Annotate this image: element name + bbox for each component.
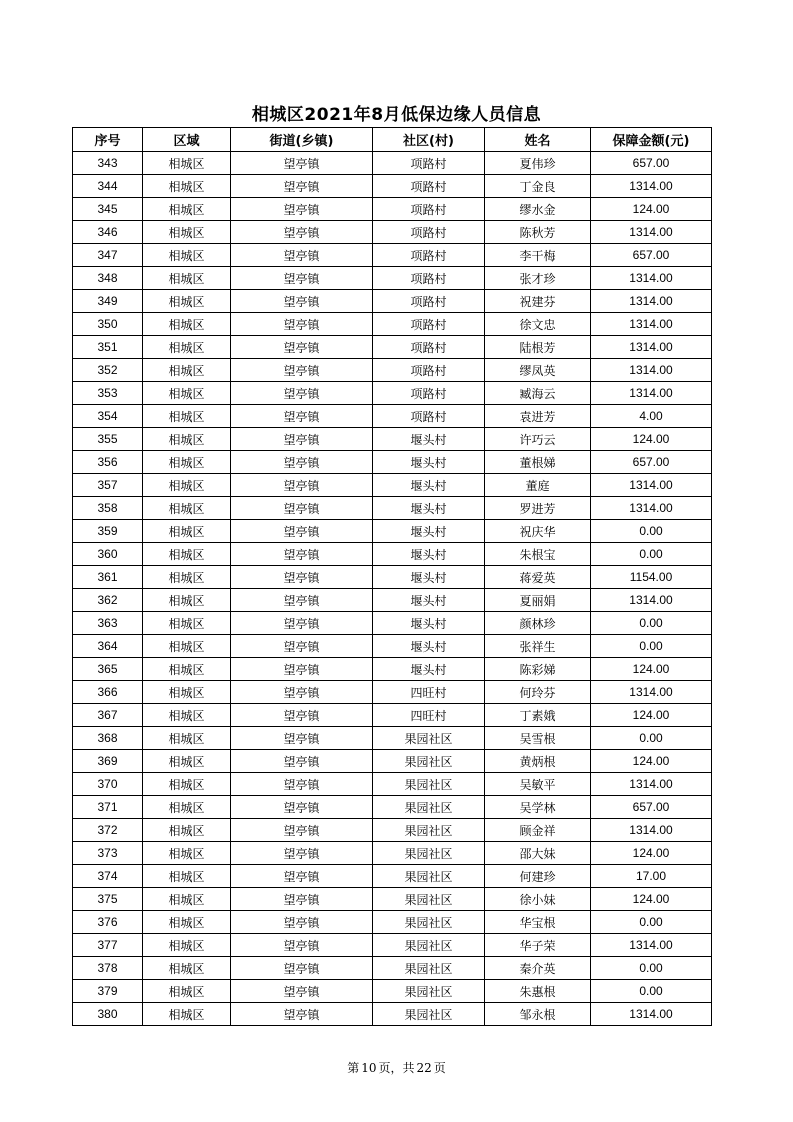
cell-district: 相城区 bbox=[143, 267, 231, 290]
cell-name: 华子荣 bbox=[485, 934, 591, 957]
cell-community: 四旺村 bbox=[373, 681, 485, 704]
cell-district: 相城区 bbox=[143, 520, 231, 543]
cell-amount: 1314.00 bbox=[591, 290, 712, 313]
table-row bbox=[73, 336, 712, 359]
table-header-row bbox=[73, 128, 712, 152]
cell-name: 李干梅 bbox=[485, 244, 591, 267]
cell-index: 379 bbox=[73, 980, 143, 1003]
cell-street: 望亭镇 bbox=[231, 267, 373, 290]
cell-district: 相城区 bbox=[143, 451, 231, 474]
cell-amount: 657.00 bbox=[591, 244, 712, 267]
cell-index: 350 bbox=[73, 313, 143, 336]
cell-index: 353 bbox=[73, 382, 143, 405]
cell-index: 364 bbox=[73, 635, 143, 658]
cell-street: 望亭镇 bbox=[231, 382, 373, 405]
table-row bbox=[73, 198, 712, 221]
cell-amount: 1314.00 bbox=[591, 474, 712, 497]
cell-district: 相城区 bbox=[143, 428, 231, 451]
table-row bbox=[73, 635, 712, 658]
footer-page-number: 10 bbox=[361, 1061, 377, 1075]
cell-amount: 1314.00 bbox=[591, 497, 712, 520]
cell-street: 望亭镇 bbox=[231, 359, 373, 382]
cell-name: 张才珍 bbox=[485, 267, 591, 290]
cell-community: 堰头村 bbox=[373, 474, 485, 497]
cell-district: 相城区 bbox=[143, 704, 231, 727]
footer-prefix: 第 bbox=[347, 1061, 360, 1075]
cell-street: 望亭镇 bbox=[231, 681, 373, 704]
cell-index: 368 bbox=[73, 727, 143, 750]
table-row bbox=[73, 221, 712, 244]
table-row bbox=[73, 888, 712, 911]
cell-index: 343 bbox=[73, 152, 143, 175]
table-row bbox=[73, 750, 712, 773]
cell-street: 望亭镇 bbox=[231, 888, 373, 911]
cell-amount: 1314.00 bbox=[591, 819, 712, 842]
cell-community: 果园社区 bbox=[373, 842, 485, 865]
cell-name: 吴雪根 bbox=[485, 727, 591, 750]
table-row bbox=[73, 1003, 712, 1026]
cell-street: 望亭镇 bbox=[231, 520, 373, 543]
cell-index: 354 bbox=[73, 405, 143, 428]
cell-name: 夏伟珍 bbox=[485, 152, 591, 175]
cell-name: 罗进芳 bbox=[485, 497, 591, 520]
table-row bbox=[73, 359, 712, 382]
cell-name: 丁素娥 bbox=[485, 704, 591, 727]
table-row bbox=[73, 451, 712, 474]
table-row bbox=[73, 819, 712, 842]
cell-amount: 0.00 bbox=[591, 612, 712, 635]
cell-community: 果园社区 bbox=[373, 773, 485, 796]
cell-street: 望亭镇 bbox=[231, 313, 373, 336]
cell-community: 堰头村 bbox=[373, 543, 485, 566]
cell-index: 376 bbox=[73, 911, 143, 934]
table-body bbox=[73, 152, 712, 1026]
cell-street: 望亭镇 bbox=[231, 934, 373, 957]
cell-name: 丁金良 bbox=[485, 175, 591, 198]
cell-street: 望亭镇 bbox=[231, 980, 373, 1003]
cell-amount: 124.00 bbox=[591, 888, 712, 911]
cell-community: 项路村 bbox=[373, 244, 485, 267]
cell-amount: 657.00 bbox=[591, 796, 712, 819]
table-row bbox=[73, 612, 712, 635]
cell-street: 望亭镇 bbox=[231, 543, 373, 566]
cell-index: 361 bbox=[73, 566, 143, 589]
table-row bbox=[73, 267, 712, 290]
table-row bbox=[73, 796, 712, 819]
table-row bbox=[73, 704, 712, 727]
cell-name: 顾金祥 bbox=[485, 819, 591, 842]
cell-street: 望亭镇 bbox=[231, 497, 373, 520]
table-row bbox=[73, 773, 712, 796]
cell-community: 果园社区 bbox=[373, 727, 485, 750]
cell-index: 356 bbox=[73, 451, 143, 474]
cell-name: 缪水金 bbox=[485, 198, 591, 221]
cell-amount: 0.00 bbox=[591, 635, 712, 658]
table-row bbox=[73, 865, 712, 888]
cell-index: 352 bbox=[73, 359, 143, 382]
cell-street: 望亭镇 bbox=[231, 704, 373, 727]
cell-street: 望亭镇 bbox=[231, 819, 373, 842]
cell-community: 项路村 bbox=[373, 198, 485, 221]
cell-name: 臧海云 bbox=[485, 382, 591, 405]
cell-district: 相城区 bbox=[143, 888, 231, 911]
roster-table bbox=[72, 127, 712, 1026]
cell-amount: 1314.00 bbox=[591, 336, 712, 359]
cell-street: 望亭镇 bbox=[231, 957, 373, 980]
cell-community: 项路村 bbox=[373, 313, 485, 336]
cell-name: 邵大妹 bbox=[485, 842, 591, 865]
cell-street: 望亭镇 bbox=[231, 244, 373, 267]
cell-street: 望亭镇 bbox=[231, 842, 373, 865]
cell-district: 相城区 bbox=[143, 244, 231, 267]
cell-community: 堰头村 bbox=[373, 635, 485, 658]
cell-district: 相城区 bbox=[143, 175, 231, 198]
cell-amount: 0.00 bbox=[591, 911, 712, 934]
column-header-district: 区域 bbox=[143, 128, 231, 152]
cell-name: 何建珍 bbox=[485, 865, 591, 888]
cell-amount: 1314.00 bbox=[591, 934, 712, 957]
table-row bbox=[73, 727, 712, 750]
cell-name: 吴学林 bbox=[485, 796, 591, 819]
cell-index: 373 bbox=[73, 842, 143, 865]
cell-amount: 0.00 bbox=[591, 957, 712, 980]
cell-district: 相城区 bbox=[143, 842, 231, 865]
cell-street: 望亭镇 bbox=[231, 175, 373, 198]
cell-name: 颜林珍 bbox=[485, 612, 591, 635]
cell-name: 华宝根 bbox=[485, 911, 591, 934]
cell-name: 蒋爱英 bbox=[485, 566, 591, 589]
table-row bbox=[73, 497, 712, 520]
cell-street: 望亭镇 bbox=[231, 474, 373, 497]
cell-community: 果园社区 bbox=[373, 865, 485, 888]
cell-community: 果园社区 bbox=[373, 796, 485, 819]
cell-name: 缪凤英 bbox=[485, 359, 591, 382]
cell-district: 相城区 bbox=[143, 543, 231, 566]
cell-index: 359 bbox=[73, 520, 143, 543]
cell-index: 351 bbox=[73, 336, 143, 359]
cell-index: 365 bbox=[73, 658, 143, 681]
cell-name: 陈秋芳 bbox=[485, 221, 591, 244]
cell-street: 望亭镇 bbox=[231, 589, 373, 612]
cell-community: 四旺村 bbox=[373, 704, 485, 727]
cell-amount: 4.00 bbox=[591, 405, 712, 428]
cell-amount: 124.00 bbox=[591, 428, 712, 451]
cell-street: 望亭镇 bbox=[231, 865, 373, 888]
cell-district: 相城区 bbox=[143, 865, 231, 888]
cell-amount: 124.00 bbox=[591, 842, 712, 865]
cell-community: 堰头村 bbox=[373, 658, 485, 681]
cell-name: 董根娣 bbox=[485, 451, 591, 474]
cell-name: 邹永根 bbox=[485, 1003, 591, 1026]
table-row bbox=[73, 244, 712, 267]
cell-name: 黄炳根 bbox=[485, 750, 591, 773]
table-row bbox=[73, 382, 712, 405]
cell-amount: 124.00 bbox=[591, 704, 712, 727]
cell-district: 相城区 bbox=[143, 911, 231, 934]
cell-district: 相城区 bbox=[143, 221, 231, 244]
cell-name: 朱惠根 bbox=[485, 980, 591, 1003]
cell-index: 371 bbox=[73, 796, 143, 819]
cell-community: 项路村 bbox=[373, 221, 485, 244]
column-header-index: 序号 bbox=[73, 128, 143, 152]
table-row bbox=[73, 313, 712, 336]
cell-district: 相城区 bbox=[143, 589, 231, 612]
cell-index: 369 bbox=[73, 750, 143, 773]
cell-name: 陈彩娣 bbox=[485, 658, 591, 681]
cell-name: 秦介英 bbox=[485, 957, 591, 980]
cell-name: 张祥生 bbox=[485, 635, 591, 658]
cell-index: 362 bbox=[73, 589, 143, 612]
cell-district: 相城区 bbox=[143, 313, 231, 336]
cell-index: 348 bbox=[73, 267, 143, 290]
cell-district: 相城区 bbox=[143, 957, 231, 980]
cell-name: 董庭 bbox=[485, 474, 591, 497]
cell-index: 367 bbox=[73, 704, 143, 727]
cell-district: 相城区 bbox=[143, 658, 231, 681]
cell-community: 项路村 bbox=[373, 152, 485, 175]
cell-index: 375 bbox=[73, 888, 143, 911]
cell-name: 吴敏平 bbox=[485, 773, 591, 796]
cell-name: 许巧云 bbox=[485, 428, 591, 451]
cell-amount: 1314.00 bbox=[591, 267, 712, 290]
table-row bbox=[73, 290, 712, 313]
cell-index: 363 bbox=[73, 612, 143, 635]
cell-amount: 657.00 bbox=[591, 152, 712, 175]
cell-street: 望亭镇 bbox=[231, 405, 373, 428]
cell-amount: 1314.00 bbox=[591, 382, 712, 405]
footer-suffix: 页 bbox=[433, 1061, 446, 1075]
cell-community: 堰头村 bbox=[373, 612, 485, 635]
cell-community: 果园社区 bbox=[373, 980, 485, 1003]
cell-community: 项路村 bbox=[373, 290, 485, 313]
cell-street: 望亭镇 bbox=[231, 221, 373, 244]
cell-name: 徐文忠 bbox=[485, 313, 591, 336]
cell-district: 相城区 bbox=[143, 796, 231, 819]
column-header-street: 街道(乡镇) bbox=[231, 128, 373, 152]
cell-index: 345 bbox=[73, 198, 143, 221]
cell-district: 相城区 bbox=[143, 750, 231, 773]
cell-street: 望亭镇 bbox=[231, 451, 373, 474]
cell-name: 何玲芬 bbox=[485, 681, 591, 704]
cell-index: 377 bbox=[73, 934, 143, 957]
cell-community: 项路村 bbox=[373, 175, 485, 198]
cell-street: 望亭镇 bbox=[231, 428, 373, 451]
page-footer bbox=[0, 1059, 793, 1076]
cell-community: 堰头村 bbox=[373, 566, 485, 589]
cell-amount: 1314.00 bbox=[591, 773, 712, 796]
cell-district: 相城区 bbox=[143, 819, 231, 842]
cell-name: 徐小妹 bbox=[485, 888, 591, 911]
table-row bbox=[73, 681, 712, 704]
cell-name: 祝建芬 bbox=[485, 290, 591, 313]
cell-community: 果园社区 bbox=[373, 750, 485, 773]
cell-community: 果园社区 bbox=[373, 1003, 485, 1026]
cell-name: 陆根芳 bbox=[485, 336, 591, 359]
cell-street: 望亭镇 bbox=[231, 773, 373, 796]
cell-district: 相城区 bbox=[143, 405, 231, 428]
cell-index: 374 bbox=[73, 865, 143, 888]
cell-street: 望亭镇 bbox=[231, 152, 373, 175]
cell-name: 祝庆华 bbox=[485, 520, 591, 543]
cell-district: 相城区 bbox=[143, 382, 231, 405]
cell-street: 望亭镇 bbox=[231, 727, 373, 750]
cell-index: 372 bbox=[73, 819, 143, 842]
cell-index: 370 bbox=[73, 773, 143, 796]
cell-index: 366 bbox=[73, 681, 143, 704]
cell-amount: 1154.00 bbox=[591, 566, 712, 589]
cell-amount: 0.00 bbox=[591, 543, 712, 566]
cell-amount: 1314.00 bbox=[591, 589, 712, 612]
cell-community: 果园社区 bbox=[373, 934, 485, 957]
cell-index: 355 bbox=[73, 428, 143, 451]
cell-index: 378 bbox=[73, 957, 143, 980]
cell-index: 357 bbox=[73, 474, 143, 497]
cell-district: 相城区 bbox=[143, 1003, 231, 1026]
table-row bbox=[73, 911, 712, 934]
cell-amount: 1314.00 bbox=[591, 175, 712, 198]
cell-community: 果园社区 bbox=[373, 911, 485, 934]
cell-district: 相城区 bbox=[143, 980, 231, 1003]
table-row bbox=[73, 658, 712, 681]
table-row bbox=[73, 566, 712, 589]
table-row bbox=[73, 842, 712, 865]
cell-street: 望亭镇 bbox=[231, 290, 373, 313]
cell-amount: 0.00 bbox=[591, 727, 712, 750]
cell-name: 袁进芳 bbox=[485, 405, 591, 428]
cell-community: 果园社区 bbox=[373, 819, 485, 842]
cell-district: 相城区 bbox=[143, 497, 231, 520]
table-row bbox=[73, 152, 712, 175]
cell-amount: 1314.00 bbox=[591, 313, 712, 336]
cell-district: 相城区 bbox=[143, 612, 231, 635]
cell-community: 果园社区 bbox=[373, 957, 485, 980]
cell-amount: 0.00 bbox=[591, 520, 712, 543]
cell-street: 望亭镇 bbox=[231, 796, 373, 819]
cell-community: 堰头村 bbox=[373, 428, 485, 451]
cell-street: 望亭镇 bbox=[231, 336, 373, 359]
table-row bbox=[73, 474, 712, 497]
cell-street: 望亭镇 bbox=[231, 635, 373, 658]
cell-community: 堰头村 bbox=[373, 451, 485, 474]
table-row bbox=[73, 543, 712, 566]
cell-district: 相城区 bbox=[143, 290, 231, 313]
cell-amount: 1314.00 bbox=[591, 681, 712, 704]
cell-amount: 1314.00 bbox=[591, 1003, 712, 1026]
cell-index: 360 bbox=[73, 543, 143, 566]
cell-community: 项路村 bbox=[373, 336, 485, 359]
cell-district: 相城区 bbox=[143, 336, 231, 359]
cell-community: 堰头村 bbox=[373, 520, 485, 543]
cell-name: 朱根宝 bbox=[485, 543, 591, 566]
cell-index: 346 bbox=[73, 221, 143, 244]
cell-index: 380 bbox=[73, 1003, 143, 1026]
cell-index: 358 bbox=[73, 497, 143, 520]
cell-district: 相城区 bbox=[143, 474, 231, 497]
cell-street: 望亭镇 bbox=[231, 658, 373, 681]
cell-amount: 1314.00 bbox=[591, 359, 712, 382]
cell-street: 望亭镇 bbox=[231, 911, 373, 934]
table-row bbox=[73, 957, 712, 980]
cell-community: 项路村 bbox=[373, 267, 485, 290]
cell-district: 相城区 bbox=[143, 198, 231, 221]
cell-amount: 124.00 bbox=[591, 198, 712, 221]
table-row bbox=[73, 405, 712, 428]
cell-street: 望亭镇 bbox=[231, 1003, 373, 1026]
column-header-amount: 保障金额(元) bbox=[591, 128, 712, 152]
column-header-name: 姓名 bbox=[485, 128, 591, 152]
cell-amount: 1314.00 bbox=[591, 221, 712, 244]
cell-district: 相城区 bbox=[143, 934, 231, 957]
cell-district: 相城区 bbox=[143, 566, 231, 589]
cell-community: 项路村 bbox=[373, 405, 485, 428]
table-row bbox=[73, 175, 712, 198]
cell-district: 相城区 bbox=[143, 359, 231, 382]
cell-index: 349 bbox=[73, 290, 143, 313]
cell-amount: 17.00 bbox=[591, 865, 712, 888]
cell-amount: 124.00 bbox=[591, 658, 712, 681]
cell-district: 相城区 bbox=[143, 727, 231, 750]
cell-street: 望亭镇 bbox=[231, 198, 373, 221]
cell-street: 望亭镇 bbox=[231, 566, 373, 589]
cell-street: 望亭镇 bbox=[231, 750, 373, 773]
footer-middle: 页，共 bbox=[378, 1061, 415, 1075]
cell-amount: 124.00 bbox=[591, 750, 712, 773]
cell-community: 堰头村 bbox=[373, 589, 485, 612]
cell-district: 相城区 bbox=[143, 773, 231, 796]
column-header-community: 社区(村) bbox=[373, 128, 485, 152]
cell-name: 夏丽娟 bbox=[485, 589, 591, 612]
cell-district: 相城区 bbox=[143, 635, 231, 658]
cell-district: 相城区 bbox=[143, 152, 231, 175]
cell-community: 果园社区 bbox=[373, 888, 485, 911]
table-row bbox=[73, 934, 712, 957]
cell-amount: 657.00 bbox=[591, 451, 712, 474]
cell-street: 望亭镇 bbox=[231, 612, 373, 635]
cell-index: 347 bbox=[73, 244, 143, 267]
table-row bbox=[73, 520, 712, 543]
table-row bbox=[73, 589, 712, 612]
cell-community: 堰头村 bbox=[373, 497, 485, 520]
table-row bbox=[73, 428, 712, 451]
cell-amount: 0.00 bbox=[591, 980, 712, 1003]
cell-community: 项路村 bbox=[373, 382, 485, 405]
cell-district: 相城区 bbox=[143, 681, 231, 704]
table-row bbox=[73, 980, 712, 1003]
footer-total-pages: 22 bbox=[416, 1061, 432, 1075]
cell-community: 项路村 bbox=[373, 359, 485, 382]
cell-index: 344 bbox=[73, 175, 143, 198]
document-title: 相城区2021年8月低保边缘人员信息 bbox=[251, 105, 542, 125]
